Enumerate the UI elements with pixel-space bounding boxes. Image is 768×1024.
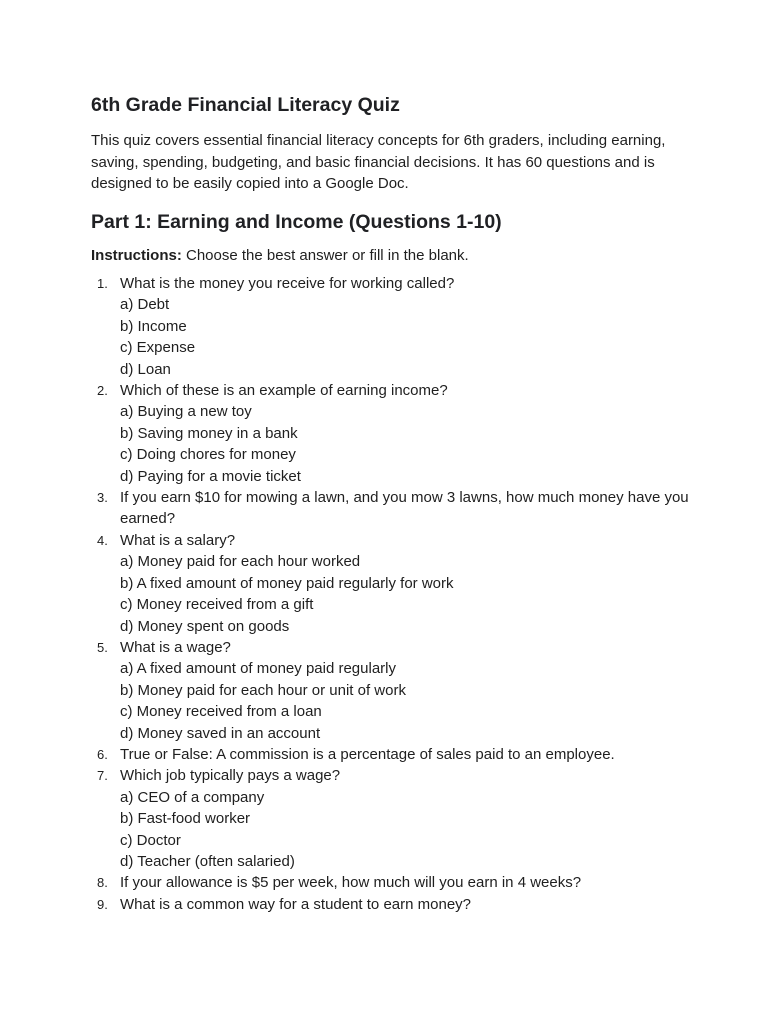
question-text: If you earn $10 for mowing a lawn, and you mow 3 lawns, how much money have you earned? xyxy=(120,489,689,528)
answer-option: d) Money saved in an account xyxy=(120,724,321,742)
document-title: 6th Grade Financial Literacy Quiz xyxy=(91,94,400,116)
question-item xyxy=(91,637,691,744)
answer-option: c) Doctor xyxy=(120,831,181,849)
answer-option: b) A fixed amount of money paid regularly for work xyxy=(120,574,454,592)
answer-option: a) Buying a new toy xyxy=(120,403,252,421)
answer-option: a) Money paid for each hour worked xyxy=(120,553,361,571)
answer-option: c) Money received from a loan xyxy=(120,703,322,721)
question-item xyxy=(91,380,691,487)
question-number: 2. xyxy=(97,383,108,399)
answer-option: b) Saving money in a bank xyxy=(120,424,298,442)
question-number: 5. xyxy=(97,639,108,655)
intro-paragraph: This quiz covers essential financial literacy concepts for 6th graders, including earning, saving, spending, budgeting, and basic financial decisions. It has 60 questions and is designed to be easily copied into a Google Doc. xyxy=(91,132,666,192)
answer-option: c) Expense xyxy=(120,339,196,357)
question-text: Which job typically pays a wage? xyxy=(120,767,341,785)
question-text: Which of these is an example of earning income? xyxy=(120,382,448,400)
instructions-label: Instructions: xyxy=(91,246,182,264)
question-number: 4. xyxy=(97,532,108,548)
question-item xyxy=(91,765,691,872)
question-item xyxy=(91,872,691,893)
answer-option: b) Income xyxy=(120,317,187,335)
question-item xyxy=(91,273,691,380)
question-item xyxy=(91,487,691,530)
question-number: 9. xyxy=(97,896,108,912)
answer-option: d) Loan xyxy=(120,360,171,378)
answer-option: a) Debt xyxy=(120,296,170,314)
answer-option: b) Money paid for each hour or unit of work xyxy=(120,681,406,699)
answer-option: d) Money spent on goods xyxy=(120,617,290,635)
question-list xyxy=(91,273,691,915)
answer-option: d) Paying for a movie ticket xyxy=(120,467,301,485)
instructions xyxy=(91,245,691,267)
question-number: 1. xyxy=(97,276,108,291)
question-text: True or False: A commission is a percentage of sales paid to an employee. xyxy=(120,745,615,763)
question-number: 3. xyxy=(97,490,108,506)
section-title: Part 1: Earning and Income (Questions 1-10) xyxy=(91,210,502,233)
answer-option: a) A fixed amount of money paid regularly xyxy=(120,660,396,678)
answer-option: a) CEO of a company xyxy=(120,788,265,806)
question-item xyxy=(91,530,691,637)
question-text: What is the money you receive for working called? xyxy=(120,275,455,292)
question-text: What is a salary? xyxy=(120,531,236,549)
question-text: What is a common way for a student to earn money? xyxy=(120,895,471,913)
document-page xyxy=(91,92,691,915)
instructions-text: Choose the best answer or fill in the blank. xyxy=(181,246,469,264)
question-number: 8. xyxy=(97,875,108,891)
question-item xyxy=(91,744,691,765)
answer-option: c) Money received from a gift xyxy=(120,596,314,614)
question-text: If your allowance is $5 per week, how much will you earn in 4 weeks? xyxy=(120,874,582,892)
answer-option: b) Fast-food worker xyxy=(120,810,251,828)
question-number: 6. xyxy=(97,746,108,762)
question-item xyxy=(91,894,691,915)
question-text: What is a wage? xyxy=(120,638,231,656)
answer-option: d) Teacher (often salaried) xyxy=(120,852,295,870)
answer-option: c) Doing chores for money xyxy=(120,446,296,464)
question-number: 7. xyxy=(97,768,108,784)
